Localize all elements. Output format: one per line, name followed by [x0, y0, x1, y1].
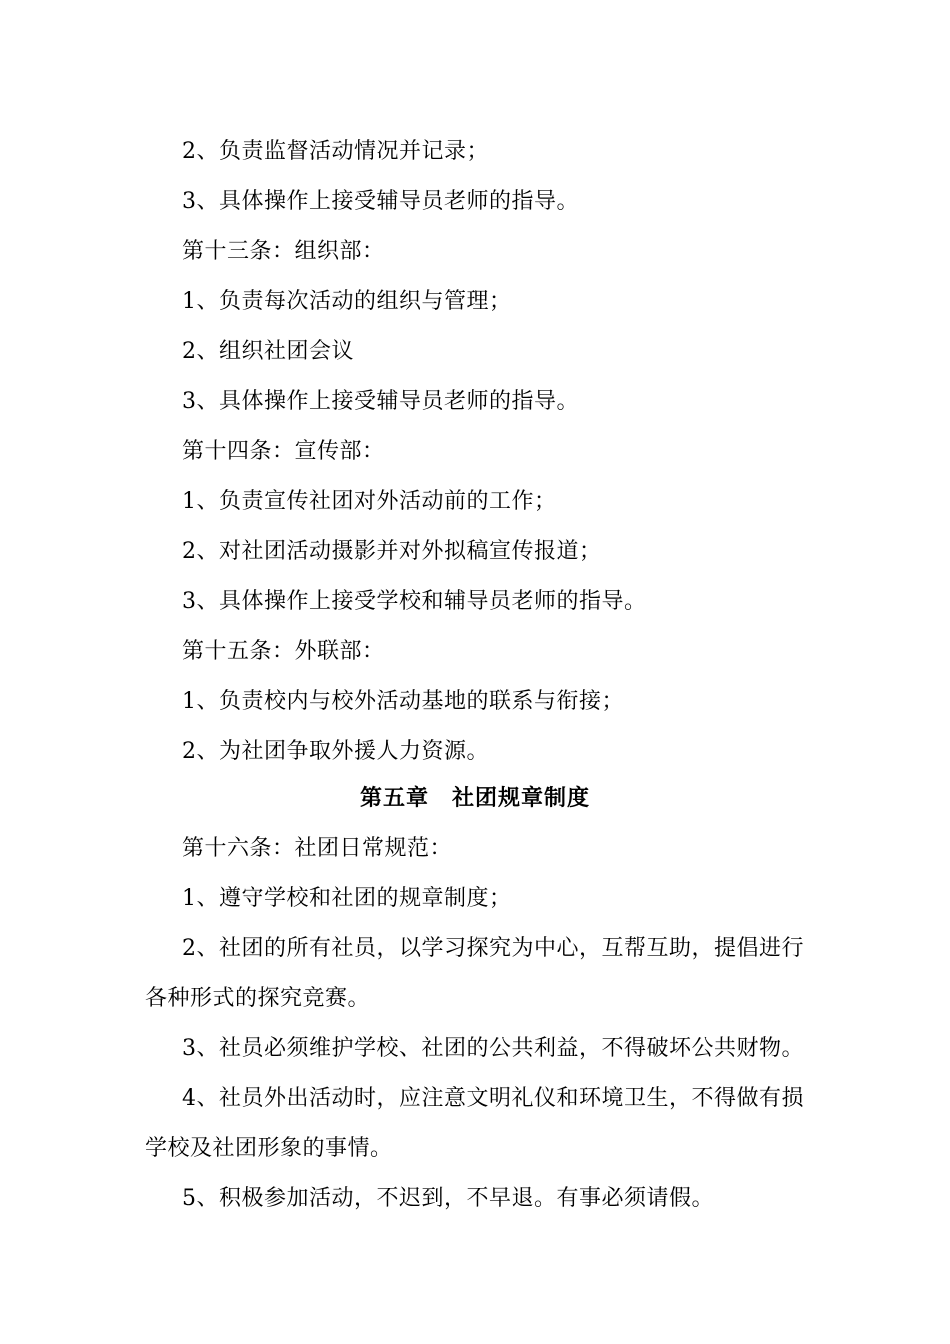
paragraph: 1、遵守学校和社团的规章制度；: [182, 886, 512, 911]
paragraph: 3、具体操作上接受学校和辅导员老师的指导。: [182, 589, 647, 614]
paragraph: 4、社员外出活动时，应注意文明礼仪和环境卫生，不得做有损学校及社团形象的事情。: [145, 1086, 804, 1161]
paragraph: 1、负责校内与校外活动基地的联系与衔接；: [182, 689, 624, 714]
paragraph: 2、组织社团会议: [182, 339, 354, 364]
article-title: 第十三条：组织部：: [182, 239, 385, 264]
article-title: 第十五条：外联部：: [182, 639, 385, 664]
paragraph: 3、具体操作上接受辅导员老师的指导。: [182, 389, 579, 414]
paragraph: 2、负责监督活动情况并记录；: [182, 139, 489, 164]
paragraph: 1、负责宣传社团对外活动前的工作；: [182, 489, 557, 514]
paragraph: 3、具体操作上接受辅导员老师的指导。: [182, 189, 579, 214]
article-title: 第十四条：宣传部：: [182, 439, 385, 464]
chapter-heading: 第五章 社团规章制度: [359, 786, 590, 811]
paragraph: 1、负责每次活动的组织与管理；: [182, 289, 512, 314]
paragraph: 2、对社团活动摄影并对外拟稿宣传报道；: [182, 539, 602, 564]
paragraph: 5、积极参加活动，不迟到，不早退。有事必须请假。: [182, 1186, 714, 1211]
paragraph: 2、社团的所有社员，以学习探究为中心，互帮互助，提倡进行各种形式的探究竞赛。: [145, 936, 804, 1011]
paragraph: 3、社员必须维护学校、社团的公共利益，不得破坏公共财物。: [182, 1036, 804, 1061]
paragraph: 2、为社团争取外援人力资源。: [182, 739, 489, 764]
article-title: 第十六条：社团日常规范：: [182, 836, 453, 861]
